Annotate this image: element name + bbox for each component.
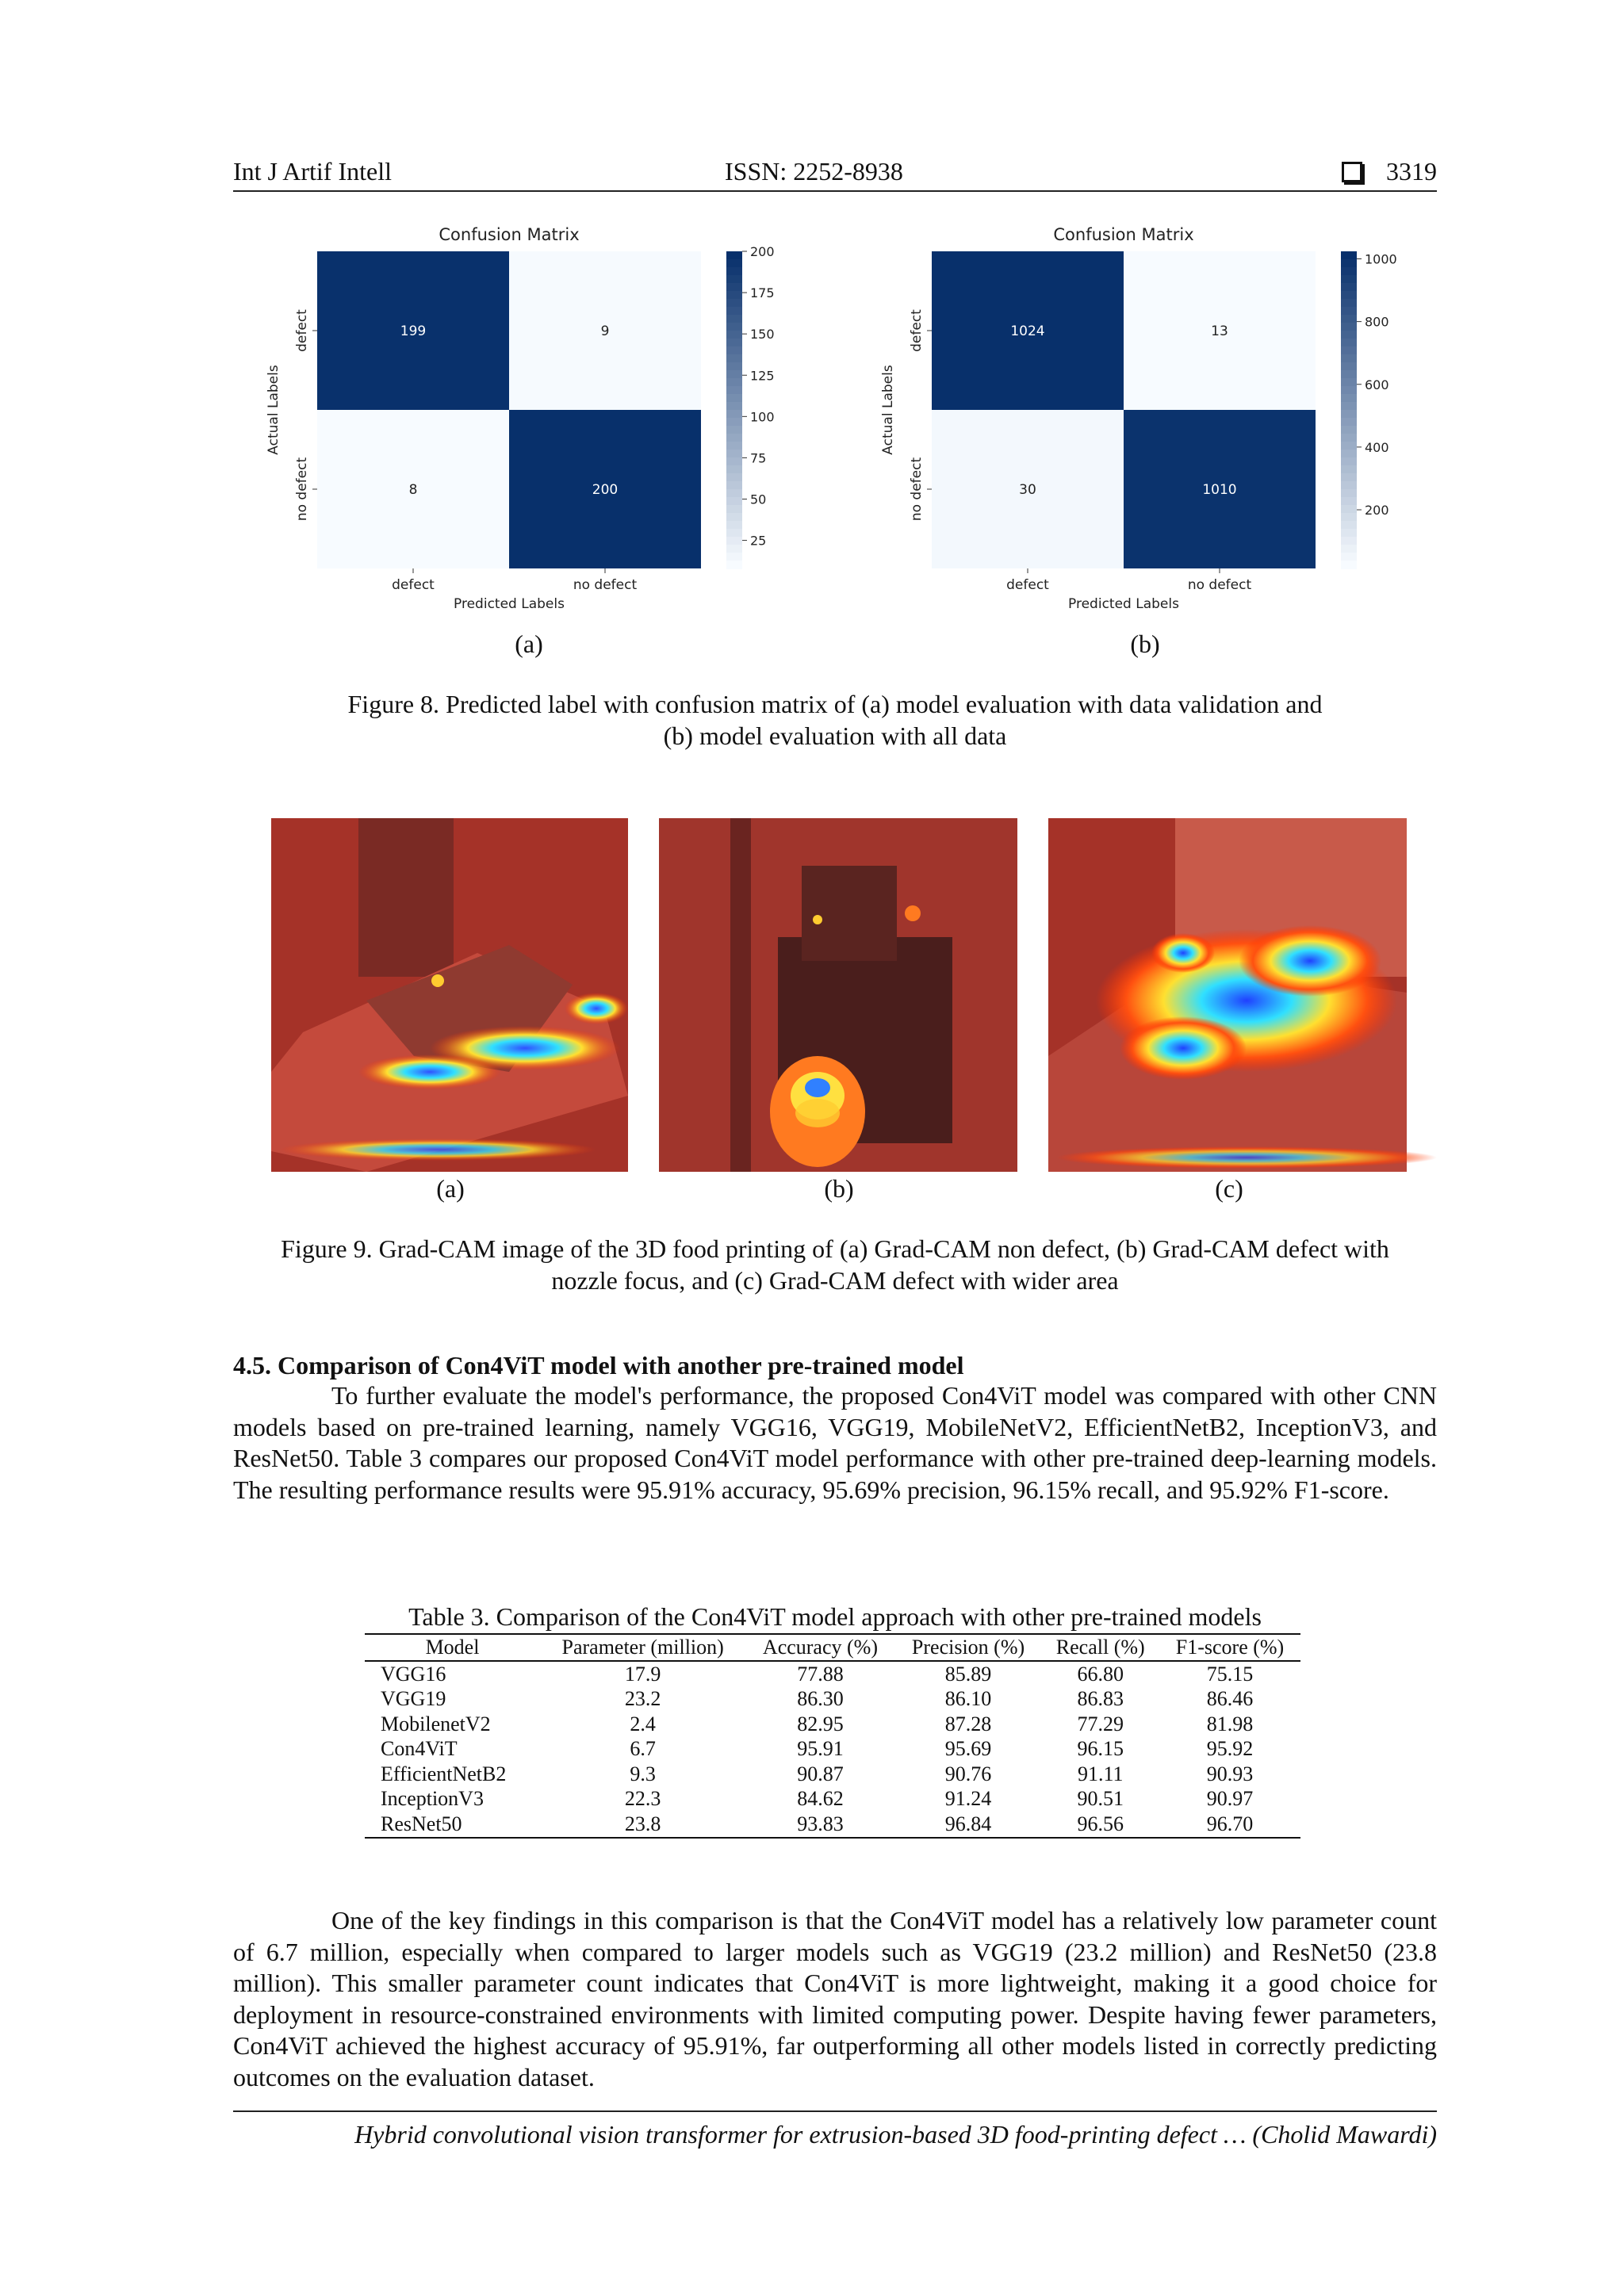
colorbar-segment bbox=[1341, 537, 1357, 545]
figure8-caption-line1: Figure 8. Predicted label with confusion matrix of (a) model evaluation with data validation and bbox=[347, 690, 1323, 718]
colorbar-segment bbox=[1341, 283, 1357, 292]
colorbar-tick-label: 800 bbox=[1365, 314, 1389, 330]
colorbar-segment bbox=[1341, 489, 1357, 498]
colorbar-segment bbox=[726, 521, 742, 530]
figure8-sublabel-a: (a) bbox=[515, 629, 543, 658]
colorbar-segment bbox=[1341, 434, 1357, 442]
colorbar-segment bbox=[726, 307, 742, 316]
table-row bbox=[365, 1812, 1300, 1838]
cell-params: 23.2 bbox=[624, 1687, 661, 1711]
square-icon bbox=[1342, 162, 1362, 182]
colorbar-segment bbox=[726, 457, 742, 466]
colorbar-segment bbox=[726, 434, 742, 442]
section-heading: 4.5. Comparison of Con4ViT model with another pre-trained model bbox=[233, 1351, 964, 1380]
cell-precision: 86.10 bbox=[944, 1687, 992, 1711]
colorbar-segment bbox=[726, 513, 742, 522]
figure8-caption-line2: (b) model evaluation with all data bbox=[663, 721, 1007, 750]
page-footer: Hybrid convolutional vision transformer for extrusion-based 3D food-printing defect … (Cholid Mawardi) bbox=[233, 2110, 1437, 2149]
cell-params: 17.9 bbox=[624, 1662, 661, 1686]
page-number: 3319 bbox=[1386, 157, 1437, 186]
colorbar-segment bbox=[1341, 402, 1357, 411]
colorbar-segment bbox=[1341, 497, 1357, 506]
y-tick-label: no defect bbox=[294, 457, 310, 522]
colorbar-segment bbox=[1341, 394, 1357, 403]
confusion-matrix-b bbox=[876, 218, 1415, 622]
issn: ISSN: 2252-8938 bbox=[725, 157, 903, 186]
colorbar-segment bbox=[726, 394, 742, 403]
colorbar-segment bbox=[726, 410, 742, 419]
chart-title: Confusion Matrix bbox=[439, 225, 580, 244]
header-model: Model bbox=[365, 1634, 540, 1661]
figure9-caption-line1: Figure 9. Grad-CAM image of the 3D food printing of (a) Grad-CAM non defect, (b) Grad-CAM defect with bbox=[281, 1234, 1389, 1263]
paragraph-2: One of the key findings in this comparison is that the Con4ViT model has a relatively low parameter count of 6.7 million, especially when compared to larger models such as VGG19 (23.2 million) and ResNet50 (23.8 million). This smaller parameter count indicates that Con4ViT is more lightweight, making it a good choice for deployment in resource-constrained environments with limited computing power. Despite having fewer parameters, Con4ViT achieved the highest accuracy of 95.91%, far outperforming all other models listed in correctly predicting outcomes on the evaluation dataset. bbox=[233, 1906, 1437, 2091]
colorbar-tick-label: 1000 bbox=[1365, 251, 1397, 267]
header-recall: Recall (%) bbox=[1042, 1634, 1160, 1661]
cell-recall: 91.11 bbox=[1077, 1762, 1124, 1785]
cell-recall: 77.29 bbox=[1077, 1712, 1124, 1735]
cell-params: 2.4 bbox=[630, 1712, 656, 1735]
colorbar-segment bbox=[726, 442, 742, 450]
cell-accuracy: 86.30 bbox=[797, 1687, 844, 1711]
header-parameter: Parameter (million) bbox=[540, 1634, 745, 1661]
colorbar-segment bbox=[1341, 267, 1357, 276]
gradcam-image-a bbox=[271, 818, 628, 1172]
cell-model: Con4ViT bbox=[381, 1737, 458, 1761]
cell-value-label: 199 bbox=[400, 323, 427, 339]
cell-params: 23.8 bbox=[540, 1812, 745, 1838]
cell-value-label: 200 bbox=[592, 482, 619, 498]
cell-params: 6.7 bbox=[630, 1737, 656, 1761]
cell-value-label: 9 bbox=[600, 323, 610, 339]
cell-value-label: 1024 bbox=[1010, 323, 1045, 339]
colorbar-tick-label: 200 bbox=[1365, 503, 1389, 519]
colorbar-tick-label: 75 bbox=[750, 450, 767, 466]
colorbar-segment bbox=[726, 283, 742, 292]
colorbar-segment bbox=[726, 291, 742, 300]
colorbar-segment bbox=[1341, 545, 1357, 553]
cell-value-label: 8 bbox=[408, 482, 418, 498]
gradcam-image-c bbox=[1048, 818, 1407, 1172]
cell-model: MobilenetV2 bbox=[381, 1712, 491, 1735]
colorbar-segment bbox=[1341, 418, 1357, 427]
colorbar-segment bbox=[726, 275, 742, 284]
cell-precision: 85.89 bbox=[944, 1662, 992, 1686]
figure9-caption bbox=[233, 1233, 1437, 1296]
table3-caption: Table 3. Comparison of the Con4ViT model approach with other pre-trained models bbox=[408, 1602, 1262, 1631]
cell-f1: 90.93 bbox=[1206, 1762, 1254, 1785]
colorbar-segment bbox=[726, 537, 742, 545]
cell-accuracy: 82.95 bbox=[797, 1712, 844, 1735]
table-row bbox=[365, 1712, 1300, 1737]
colorbar-segment bbox=[1341, 561, 1357, 569]
colorbar-tick-label: 50 bbox=[750, 492, 767, 507]
table-row bbox=[365, 1762, 1300, 1787]
colorbar-segment bbox=[1341, 457, 1357, 466]
x-tick-label: defect bbox=[1006, 577, 1049, 593]
colorbar-segment bbox=[1341, 307, 1357, 316]
y-tick-label: defect bbox=[294, 309, 310, 352]
cell-f1: 81.98 bbox=[1206, 1712, 1254, 1735]
colorbar-segment bbox=[1341, 465, 1357, 474]
colorbar-segment bbox=[1341, 370, 1357, 379]
cell-recall: 96.15 bbox=[1077, 1737, 1124, 1761]
colorbar-segment bbox=[726, 315, 742, 323]
colorbar-segment bbox=[726, 331, 742, 339]
cell-model: EfficientNetB2 bbox=[381, 1762, 507, 1785]
colorbar-segment bbox=[726, 386, 742, 395]
colorbar-segment bbox=[1341, 299, 1357, 308]
colorbar-segment bbox=[726, 362, 742, 371]
colorbar-segment bbox=[1341, 315, 1357, 323]
gradcam-image-b bbox=[659, 818, 1017, 1172]
cell-accuracy: 95.91 bbox=[797, 1737, 844, 1761]
figure8-caption bbox=[233, 688, 1437, 752]
colorbar-segment bbox=[1341, 386, 1357, 395]
header-precision: Precision (%) bbox=[895, 1634, 1042, 1661]
figure9-sublabel-a: (a) bbox=[436, 1174, 465, 1203]
colorbar-segment bbox=[1341, 323, 1357, 331]
y-tick-label: no defect bbox=[909, 457, 925, 522]
page-header bbox=[233, 155, 1437, 192]
colorbar-segment bbox=[726, 259, 742, 268]
cell-value-label: 1010 bbox=[1202, 482, 1237, 498]
cell-model: ResNet50 bbox=[365, 1812, 540, 1838]
colorbar-segment bbox=[726, 402, 742, 411]
colorbar-segment bbox=[726, 346, 742, 355]
cell-accuracy: 84.62 bbox=[797, 1787, 844, 1811]
journal-name: Int J Artif Intell bbox=[233, 157, 392, 186]
colorbar-segment bbox=[1341, 481, 1357, 490]
colorbar-segment bbox=[1341, 513, 1357, 522]
table-row bbox=[365, 1687, 1300, 1712]
cell-recall: 86.83 bbox=[1077, 1687, 1124, 1711]
colorbar-segment bbox=[1341, 362, 1357, 371]
header-accuracy: Accuracy (%) bbox=[745, 1634, 894, 1661]
cell-recall: 96.56 bbox=[1042, 1812, 1160, 1838]
colorbar-segment bbox=[726, 370, 742, 379]
colorbar-segment bbox=[726, 465, 742, 474]
table-row bbox=[365, 1787, 1300, 1812]
cell-accuracy: 90.87 bbox=[797, 1762, 844, 1785]
cell-model: InceptionV3 bbox=[381, 1787, 484, 1811]
colorbar-segment bbox=[726, 251, 742, 260]
colorbar-segment bbox=[726, 505, 742, 514]
colorbar-segment bbox=[1341, 442, 1357, 450]
colorbar-segment bbox=[1341, 275, 1357, 284]
cell-model: VGG19 bbox=[381, 1687, 446, 1711]
x-axis-label: Predicted Labels bbox=[1068, 596, 1179, 612]
cell-recall: 66.80 bbox=[1077, 1662, 1124, 1686]
header-f1: F1-score (%) bbox=[1159, 1634, 1300, 1661]
colorbar-tick-label: 175 bbox=[750, 285, 775, 301]
colorbar-segment bbox=[1341, 378, 1357, 387]
colorbar-segment bbox=[1341, 505, 1357, 514]
figure9-sublabel-b: (b) bbox=[824, 1174, 854, 1203]
colorbar-segment bbox=[726, 450, 742, 458]
table-row bbox=[365, 1737, 1300, 1762]
colorbar-segment bbox=[726, 418, 742, 427]
colorbar-segment bbox=[1341, 521, 1357, 530]
cell-precision: 95.69 bbox=[944, 1737, 992, 1761]
colorbar-segment bbox=[726, 545, 742, 553]
colorbar-segment bbox=[726, 561, 742, 569]
colorbar-segment bbox=[726, 553, 742, 561]
cell-precision: 96.84 bbox=[895, 1812, 1042, 1838]
cell-value-label: 30 bbox=[1019, 482, 1036, 498]
x-tick-label: no defect bbox=[1187, 577, 1252, 593]
colorbar-segment bbox=[1341, 331, 1357, 339]
cell-precision: 87.28 bbox=[944, 1712, 992, 1735]
colorbar-segment bbox=[726, 473, 742, 482]
colorbar-tick-label: 100 bbox=[750, 409, 775, 425]
colorbar-segment bbox=[726, 481, 742, 490]
colorbar-segment bbox=[1341, 426, 1357, 434]
colorbar-tick-label: 400 bbox=[1365, 439, 1389, 455]
y-axis-label: Actual Labels bbox=[880, 365, 896, 455]
colorbar-tick-label: 125 bbox=[750, 368, 775, 384]
cell-precision: 90.76 bbox=[944, 1762, 992, 1785]
cell-recall: 90.51 bbox=[1077, 1787, 1124, 1811]
colorbar-segment bbox=[1341, 529, 1357, 538]
colorbar-segment bbox=[1341, 339, 1357, 347]
colorbar-segment bbox=[726, 354, 742, 363]
confusion-matrix-a bbox=[262, 218, 775, 622]
colorbar-segment bbox=[1341, 291, 1357, 300]
colorbar-segment bbox=[1341, 354, 1357, 363]
colorbar-tick-label: 25 bbox=[750, 533, 767, 549]
x-tick-label: defect bbox=[392, 577, 435, 593]
colorbar-segment bbox=[726, 323, 742, 331]
figure9-caption-line2: nozzle focus, and (c) Grad-CAM defect with wider area bbox=[551, 1266, 1119, 1295]
cell-precision: 91.24 bbox=[944, 1787, 992, 1811]
cell-model: VGG16 bbox=[381, 1662, 446, 1686]
cell-accuracy: 77.88 bbox=[797, 1662, 844, 1686]
cell-f1: 86.46 bbox=[1206, 1687, 1254, 1711]
table-header-row bbox=[365, 1634, 1300, 1661]
x-tick-label: no defect bbox=[573, 577, 638, 593]
colorbar-segment bbox=[726, 339, 742, 347]
cell-accuracy: 93.83 bbox=[745, 1812, 894, 1838]
colorbar-segment bbox=[1341, 473, 1357, 482]
cell-f1: 90.97 bbox=[1206, 1787, 1254, 1811]
cell-params: 9.3 bbox=[630, 1762, 656, 1785]
cell-f1: 96.70 bbox=[1159, 1812, 1300, 1838]
cell-params: 22.3 bbox=[624, 1787, 661, 1811]
colorbar-segment bbox=[1341, 251, 1357, 260]
colorbar-tick-label: 200 bbox=[750, 244, 775, 259]
x-axis-label: Predicted Labels bbox=[454, 596, 565, 612]
colorbar-segment bbox=[726, 426, 742, 434]
comparison-table bbox=[365, 1633, 1300, 1839]
paragraph-1: To further evaluate the model's performance, the proposed Con4ViT model was compared with other CNN models based on pre-trained learning, namely VGG16, VGG19, MobileNetV2, EfficientNetB2, InceptionV3, and ResNet50. Table 3 compares our proposed Con4ViT model performance with other pre-trained deep-learning models. The resulting performance results were 95.91% accuracy, 95.69% precision, 96.15% recall, and 95.92% F1-score. bbox=[233, 1381, 1437, 1504]
colorbar-segment bbox=[726, 267, 742, 276]
colorbar-segment bbox=[1341, 553, 1357, 561]
cell-f1: 95.92 bbox=[1206, 1737, 1254, 1761]
cell-value-label: 13 bbox=[1211, 323, 1228, 339]
colorbar-segment bbox=[1341, 450, 1357, 458]
figure9-sublabel-c: (c) bbox=[1215, 1174, 1243, 1203]
colorbar-segment bbox=[1341, 346, 1357, 355]
chart-title: Confusion Matrix bbox=[1053, 225, 1194, 244]
y-tick-label: defect bbox=[909, 309, 925, 352]
colorbar-segment bbox=[726, 299, 742, 308]
colorbar-segment bbox=[726, 378, 742, 387]
colorbar-segment bbox=[1341, 259, 1357, 268]
y-axis-label: Actual Labels bbox=[266, 365, 282, 455]
colorbar-segment bbox=[726, 497, 742, 506]
figure8-sublabel-b: (b) bbox=[1130, 629, 1160, 658]
colorbar-segment bbox=[726, 529, 742, 538]
cell-f1: 75.15 bbox=[1206, 1662, 1254, 1686]
table-row bbox=[365, 1661, 1300, 1687]
colorbar-segment bbox=[1341, 410, 1357, 419]
colorbar-tick-label: 150 bbox=[750, 327, 775, 342]
colorbar-segment bbox=[726, 489, 742, 498]
colorbar-tick-label: 600 bbox=[1365, 377, 1389, 392]
